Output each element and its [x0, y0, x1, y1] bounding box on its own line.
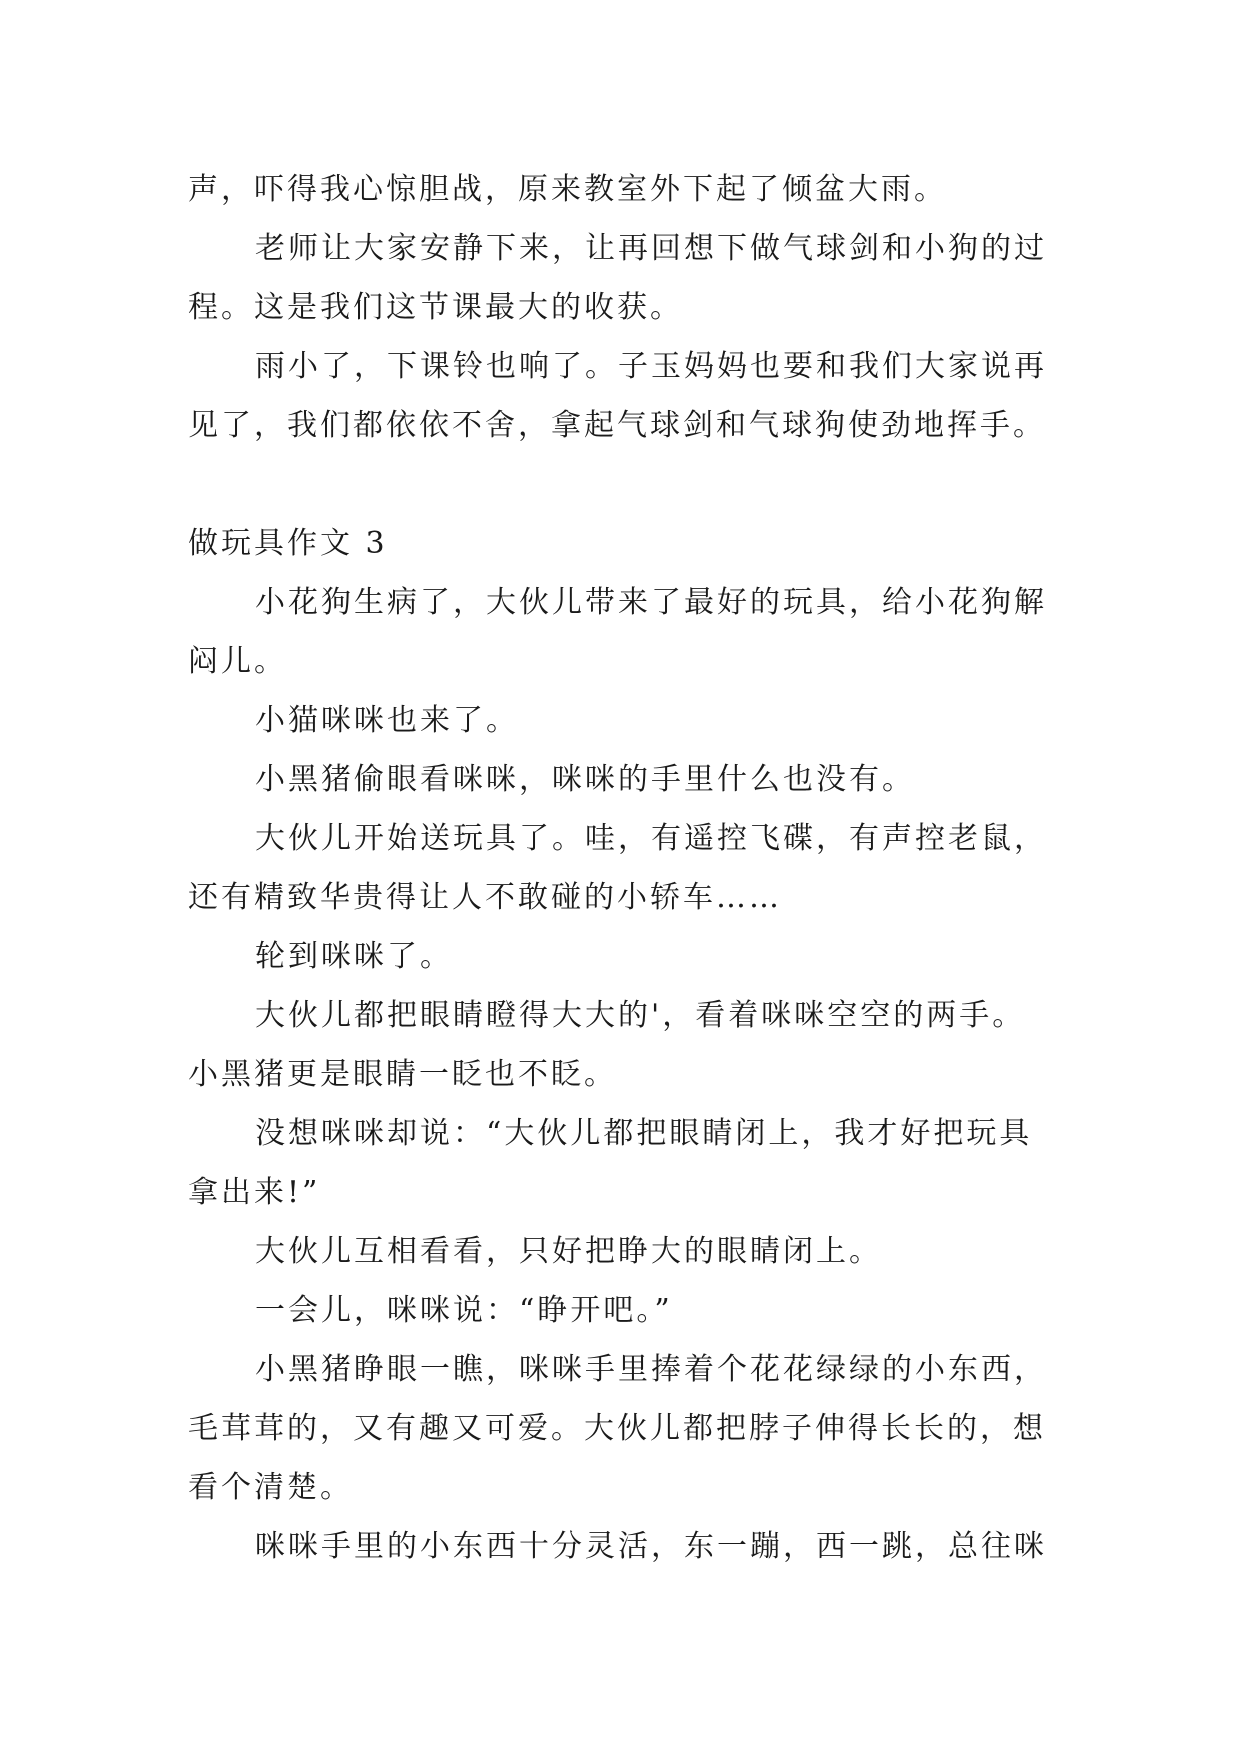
- paragraph-line: 小黑猪偷眼看咪咪，咪咪的手里什么也没有。: [255, 762, 915, 797]
- paragraph-line: 拿出来!”: [188, 1175, 321, 1210]
- document-page: [188, 160, 1058, 1576]
- paragraph-line: 还有精致华贵得让人不敢碰的小轿车……: [188, 880, 782, 915]
- paragraph-line: 见了，我们都依依不舍，拿起气球剑和气球狗使劲地挥手。: [188, 408, 1046, 443]
- paragraph-line: 小黑猪更是眼睛一眨也不眨。: [188, 1057, 617, 1092]
- paragraph-line: 程。这是我们这节课最大的收获。: [188, 290, 683, 325]
- paragraph-line: 轮到咪咪了。: [255, 939, 453, 974]
- paragraph-line: 没想咪咪却说：“大伙儿都把眼睛闭上，我才好把玩具: [255, 1116, 1033, 1151]
- paragraph-line: 声，吓得我心惊胆战，原来教室外下起了倾盆大雨。: [188, 172, 947, 207]
- paragraph-line: 大伙儿开始送玩具了。哇，有遥控飞碟，有声控老鼠，: [255, 821, 1047, 856]
- paragraph-line: 大伙儿互相看看，只好把睁大的眼睛闭上。: [255, 1234, 882, 1269]
- paragraph-line: 老师让大家安静下来，让再回想下做气球剑和小狗的过: [255, 231, 1047, 266]
- section-title: 做玩具作文 3: [188, 526, 388, 561]
- paragraph-line: 毛茸茸的，又有趣又可爱。大伙儿都把脖子伸得长长的，想: [188, 1411, 1046, 1446]
- paragraph-line: 咪咪手里的小东西十分灵活，东一蹦，西一跳，总往咪: [255, 1529, 1047, 1564]
- paragraph-line: 雨小了，下课铃也响了。子玉妈妈也要和我们大家说再: [255, 349, 1047, 384]
- paragraph-line: 小黑猪睁眼一瞧，咪咪手里捧着个花花绿绿的小东西，: [255, 1352, 1047, 1387]
- paragraph-line: 看个清楚。: [188, 1470, 353, 1505]
- paragraph-line: 一会儿，咪咪说：“睁开吧。”: [255, 1293, 673, 1328]
- paragraph-line: 小花狗生病了，大伙儿带来了最好的玩具，给小花狗解: [255, 585, 1047, 620]
- section-spacer: [188, 455, 1058, 514]
- paragraph-line: 闷儿。: [188, 644, 287, 679]
- paragraph-line: 大伙儿都把眼睛瞪得大大的'，看着咪咪空空的两手。: [255, 998, 1026, 1033]
- paragraph-line: 小猫咪咪也来了。: [255, 703, 519, 738]
